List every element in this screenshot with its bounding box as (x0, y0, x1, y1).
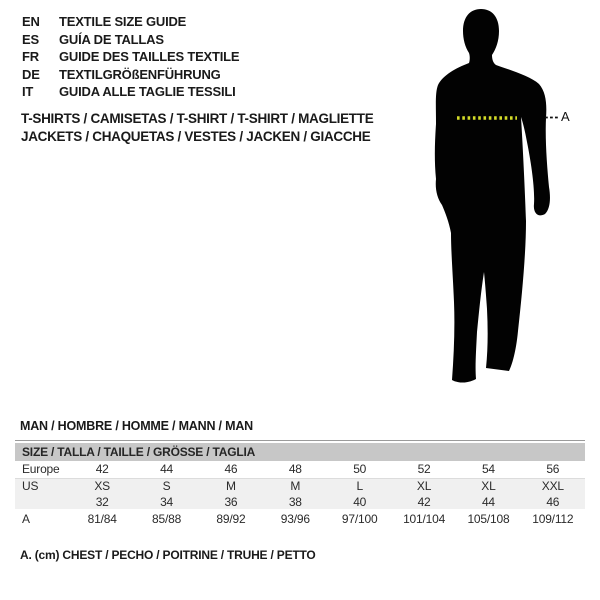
table-cell: M (199, 478, 263, 494)
row-label: A (22, 511, 30, 526)
table-cell: XXL (521, 478, 585, 494)
table-cell: 48 (263, 461, 327, 478)
table-row-chest-a (15, 509, 585, 528)
table-cell: XL (392, 478, 456, 494)
table-cell: 56 (521, 461, 585, 478)
language-code: FR (22, 49, 39, 64)
measurement-footnote: A. (cm) CHEST / PECHO / POITRINE / TRUHE / PETTO (20, 548, 316, 562)
row-label: US (15, 478, 70, 494)
size-table-header: SIZE / TALLA / TAILLE / GRÖSSE / TAGLIA (15, 443, 585, 461)
language-label: GUIDA ALLE TAGLIE TESSILI (59, 84, 236, 99)
table-top-rule (15, 440, 585, 441)
table-row-us-numeric (15, 494, 585, 509)
table-cell: XL (456, 478, 520, 494)
table-row-us (15, 478, 585, 494)
row-label (15, 494, 70, 509)
language-code: ES (22, 31, 39, 47)
language-code: EN (22, 14, 40, 29)
table-cell: 42 (70, 461, 134, 478)
size-table-section (15, 440, 585, 528)
language-label: TEXTILGRÖßENFÜHRUNG (59, 66, 221, 82)
man-silhouette (435, 9, 550, 383)
section-title-man: MAN / HOMBRE / HOMME / MANN / MAN (20, 419, 253, 433)
language-label: TEXTILE SIZE GUIDE (59, 14, 187, 29)
row-label: Europe (15, 461, 70, 478)
table-cell: 44 (134, 461, 198, 478)
table-cell: 38 (263, 494, 327, 509)
table-cell: 52 (392, 461, 456, 478)
table-cell: 101/104 (403, 511, 446, 526)
language-label: GUÍA DE TALLAS (59, 31, 164, 47)
table-cell: 36 (199, 494, 263, 509)
table-row-europe (15, 461, 585, 478)
table-cell: 109/112 (532, 511, 574, 526)
size-table (15, 461, 585, 528)
table-cell: 54 (456, 461, 520, 478)
table-cell: 93/96 (280, 511, 310, 526)
table-cell: 105/108 (467, 511, 510, 526)
table-cell: 89/92 (216, 511, 246, 526)
language-code: DE (22, 66, 40, 82)
measure-label-a: A (561, 109, 570, 124)
table-cell: 44 (456, 494, 520, 509)
table-cell: L (328, 478, 392, 494)
table-cell: 81/84 (87, 511, 117, 526)
language-label: GUIDE DES TAILLES TEXTILE (59, 49, 240, 64)
category-line-tshirts: T-SHIRTS / CAMISETAS / T-SHIRT / T-SHIRT / MAGLIETTE (21, 111, 374, 126)
table-cell: 40 (328, 494, 392, 509)
table-cell: 32 (70, 494, 134, 509)
table-cell: 34 (134, 494, 198, 509)
table-cell: 97/100 (341, 511, 378, 526)
table-cell: 46 (199, 461, 263, 478)
table-cell: 50 (328, 461, 392, 478)
table-cell: 42 (392, 494, 456, 509)
language-code: IT (22, 84, 34, 99)
table-cell: S (134, 478, 198, 494)
table-cell: 85/88 (152, 511, 182, 526)
category-line-jackets: JACKETS / CHAQUETAS / VESTES / JACKEN / GIACCHE (21, 128, 371, 144)
table-cell: M (263, 478, 327, 494)
table-cell: 46 (521, 494, 585, 509)
table-cell: XS (70, 478, 134, 494)
